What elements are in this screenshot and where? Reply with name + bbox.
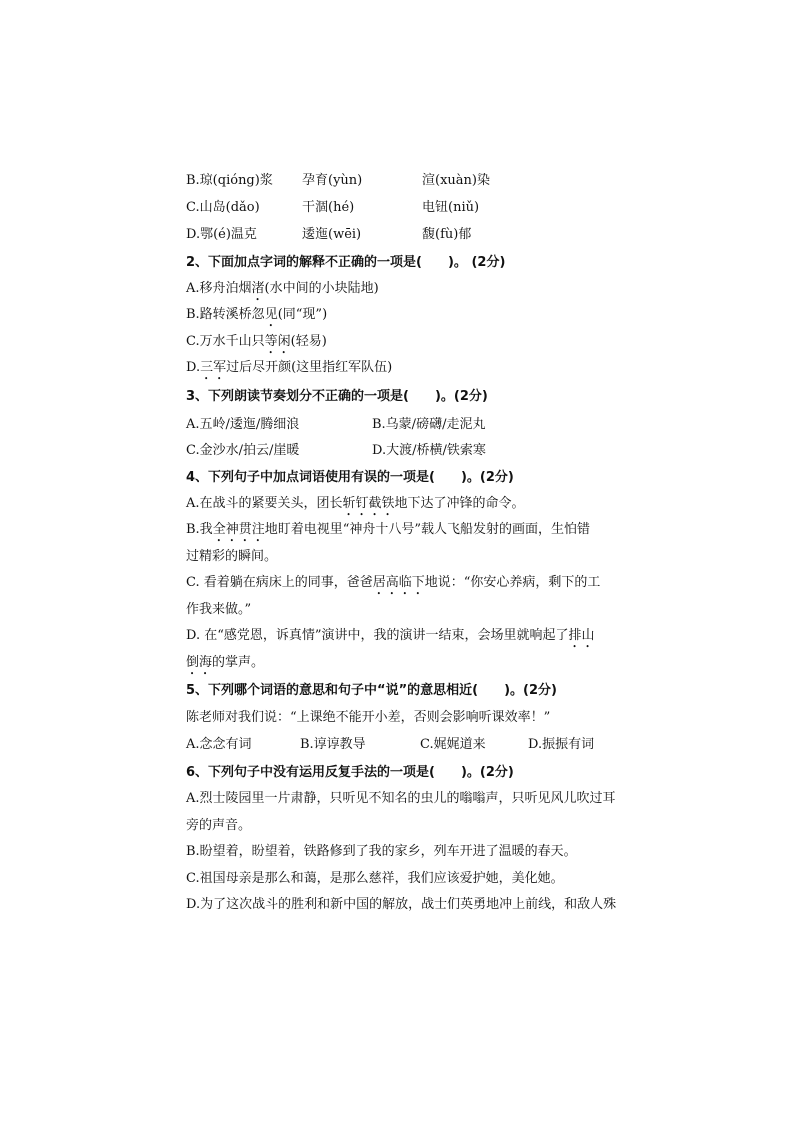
q2-option-b-dotted: 见 (264, 307, 278, 322)
q2-option-d (186, 359, 392, 383)
q4-option-d-line-1 (186, 627, 595, 651)
q3-option-b: B.乌蒙/磅礴/走泥丸 (372, 417, 486, 432)
q2-option-b (186, 306, 327, 330)
q5-quote: 陈老师对我们说：“上课绝不能开小差，否则会影响听课效率！” (186, 710, 551, 725)
q2-option-d-post: 过后尽开颜(这里指红军队伍) (226, 360, 393, 375)
q3-option-d: D.大渡/桥横/铁索寒 (372, 443, 486, 458)
q2-option-c-pre: C.万水千山只 (186, 334, 265, 349)
q1-option-c-item-2: 干涸(hé) (302, 200, 355, 215)
q1-option-b-item-3: 渲(xuàn)染 (422, 173, 490, 188)
q4-option-b-dotted: 全神贯注 (212, 522, 265, 537)
q6-option-a-line-2: 旁的声音。 (186, 818, 252, 833)
q2-option-d-dotted: 三军 (200, 360, 227, 375)
q2-stem: 2、下面加点字词的解释不正确的一项是( )。 (2分) (186, 255, 506, 270)
q4-stem: 4、下列句子中加点词语使用有误的一项是( )。(2分) (186, 470, 514, 485)
q4-option-c-post: 地说：“你安心养病，剩下的工 (424, 575, 601, 590)
q4-option-a-post: 地下达了冲锋的命令。 (394, 496, 525, 511)
q5-option-c: C.娓娓道来 (420, 737, 486, 752)
q4-option-d-dotted-1: 排山 (568, 628, 595, 643)
q3-option-c: C.金沙水/拍云/崖暖 (186, 443, 300, 458)
q4-option-b-line-1 (186, 521, 590, 545)
q4-option-c-line-2: 作我来做。” (186, 602, 252, 617)
q2-option-c (186, 333, 327, 357)
q4-option-a-dotted: 斩钉截铁 (342, 496, 395, 511)
q6-option-d-line-1: D.为了这次战斗的胜利和新中国的解放，战士们英勇地冲上前线，和敌人殊 (186, 897, 617, 912)
q1-option-b-item-2: 孕育(yùn) (302, 173, 363, 188)
q1-option-c-item-1: C.山岛(dǎo) (186, 200, 260, 215)
q2-option-d-pre: D. (186, 360, 201, 375)
q5-stem: 5、下列哪个词语的意思和句子中“说”的意思相近( )。(2分) (186, 683, 557, 698)
q1-option-d-item-3: 馥(fù)郁 (422, 227, 472, 242)
q2-option-b-post: (同“现”) (277, 307, 328, 322)
q4-option-a-pre: A.在战斗的紧要关头，团长 (186, 496, 343, 511)
q5-option-d: D.振振有词 (528, 737, 595, 752)
q4-option-b-line-2: 过精彩的瞬间。 (186, 549, 278, 564)
q3-stem: 3、下列朗读节奏划分不正确的一项是( )。(2分) (186, 389, 488, 404)
q5-option-b: B.谆谆教导 (300, 737, 366, 752)
q4-option-a (186, 495, 525, 519)
q6-option-c: C.祖国母亲是那么和蔼，是那么慈祥，我们应该爱护她，美化她。 (186, 871, 564, 886)
q1-option-c-item-3: 电钮(niǔ) (422, 200, 480, 215)
q6-option-b: B.盼望着，盼望着，铁路修到了我的家乡，列车开进了温暖的春天。 (186, 844, 577, 859)
q2-option-a-dotted: 渚 (251, 281, 265, 296)
q4-option-c-dotted: 居高临下 (372, 575, 425, 590)
q6-option-a-line-1: A.烈士陵园里一片肃静，只听见不知名的虫儿的嗡嗡声，只听见风儿吹过耳 (186, 791, 616, 806)
q3-option-a: A.五岭/逶迤/腾细浪 (186, 417, 300, 432)
q2-option-a-post: (水中间的小块陆地) (264, 281, 379, 296)
q2-option-c-post: (轻易) (290, 334, 327, 349)
q2-option-c-dotted: 等闲 (264, 334, 291, 349)
q6-stem: 6、下列句子中没有运用反复手法的一项是( )。(2分) (186, 765, 514, 780)
q2-option-b-pre: B.路转溪桥忽 (186, 307, 265, 322)
q4-option-d-pre: D. 在“感党恩，诉真情”演讲中，我的演讲一结束，会场里就响起了 (186, 628, 569, 643)
q4-option-d-dotted-2: 倒海 (186, 655, 213, 670)
q1-option-d-item-2: 逶迤(wēi) (302, 227, 362, 242)
q4-option-d-line-2 (186, 654, 264, 678)
q4-option-d-post: 的掌声。 (212, 655, 265, 670)
q4-option-b-pre: B.我 (186, 522, 213, 537)
q4-option-b-post: 地盯着电视里“神舟十八号”载人飞船发射的画面，生怕错 (264, 522, 590, 537)
q1-option-d-item-1: D.鄂(é)温克 (186, 227, 257, 242)
q4-option-c-pre: C. 看着躺在病床上的同事，爸爸 (186, 575, 373, 590)
q2-option-a (186, 280, 379, 304)
q1-option-b-item-1: B.琼(qióng)浆 (186, 173, 273, 188)
q4-option-c-line-1 (186, 574, 600, 598)
q2-option-a-pre: A.移舟泊烟 (186, 281, 252, 296)
q5-option-a: A.念念有词 (186, 737, 252, 752)
